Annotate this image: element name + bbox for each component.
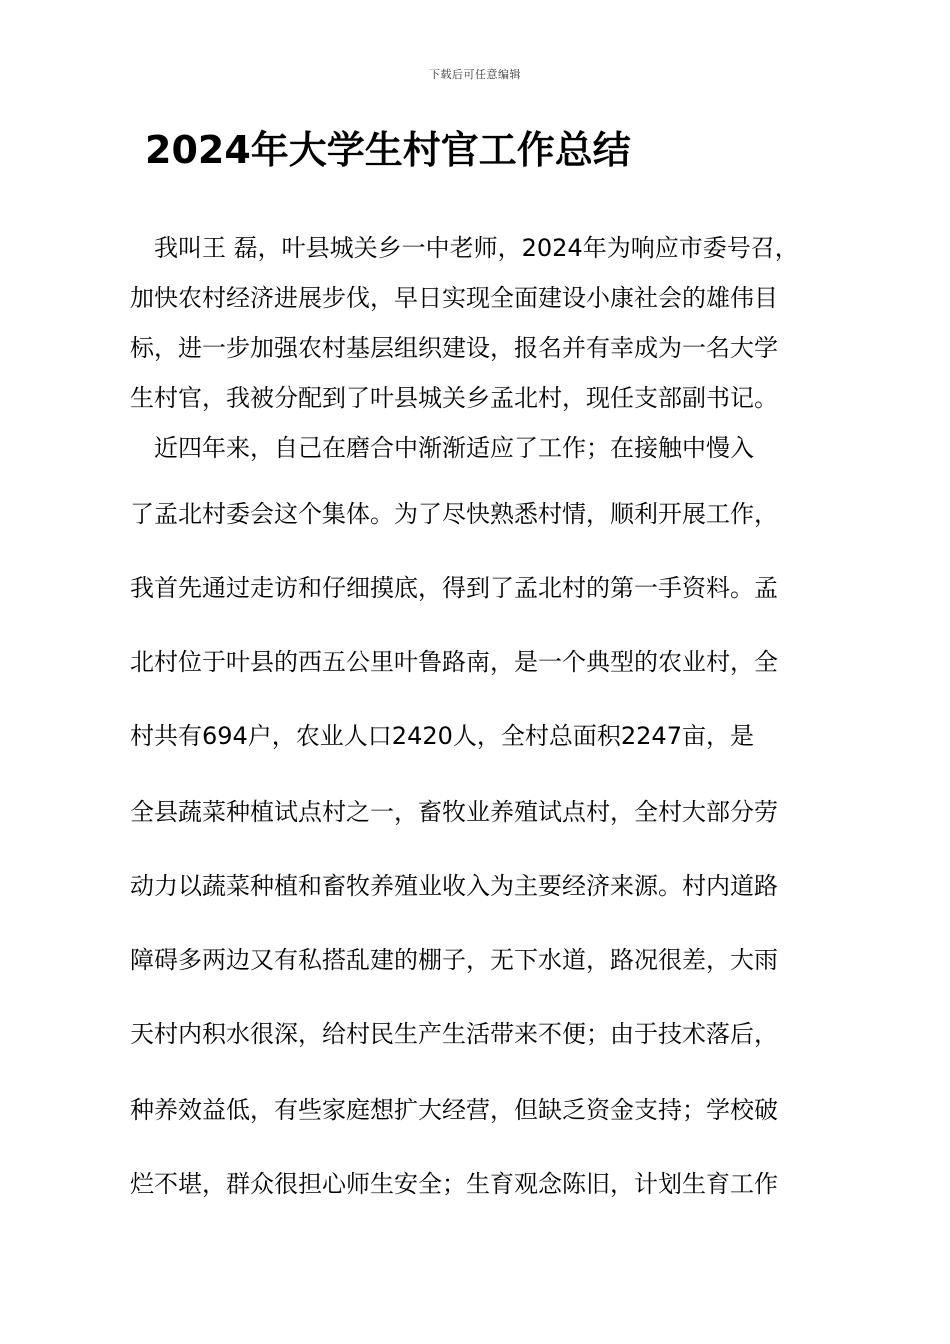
body-line: 天村内积水很深，给村民生产生活带来不便；由于技术落后， (130, 1020, 778, 1048)
body-line: 烂不堪，群众很担心师生安全；生育观念陈旧，计划生育工作 (130, 1170, 778, 1198)
body-line: 全县蔬菜种植试点村之一，畜牧业养殖试点村，全村大部分劳 (130, 798, 778, 826)
body-line: 了孟北村委会这个集体。为了尽快熟悉村情，顺利开展工作， (130, 500, 778, 528)
body-line: 我叫王 磊，叶县城关乡一中老师，2024年为响应市委号召， (130, 234, 799, 262)
body-line: 动力以蔬菜种植和畜牧养殖业收入为主要经济来源。村内道路 (130, 872, 778, 900)
body-line: 加快农村经济进展步伐，早日实现全面建设小康社会的雄伟目 (130, 284, 778, 312)
header-note: 下载后可任意编辑 (429, 68, 521, 81)
document-title: 2024年大学生村官工作总结 (145, 128, 631, 172)
body-line: 近四年来，自己在磨合中渐渐适应了工作；在接触中慢入 (130, 434, 754, 462)
body-line: 障碍多两边又有私搭乱建的棚子，无下水道，路况很差，大雨 (130, 946, 778, 974)
body-line: 我首先通过走访和仔细摸底，得到了孟北村的第一手资料。孟 (130, 574, 778, 602)
body-line: 标，进一步加强农村基层组织建设，报名并有幸成为一名大学 (130, 334, 778, 362)
body-line: 村共有694户，农业人口2420人，全村总面积2247亩，是 (130, 722, 754, 750)
body-line: 北村位于叶县的西五公里叶鲁路南，是一个典型的农业村，全 (130, 648, 778, 676)
body-line: 生村官，我被分配到了叶县城关乡孟北村，现任支部副书记。 (130, 384, 778, 412)
body-line: 种养效益低，有些家庭想扩大经营，但缺乏资金支持；学校破 (130, 1096, 778, 1124)
